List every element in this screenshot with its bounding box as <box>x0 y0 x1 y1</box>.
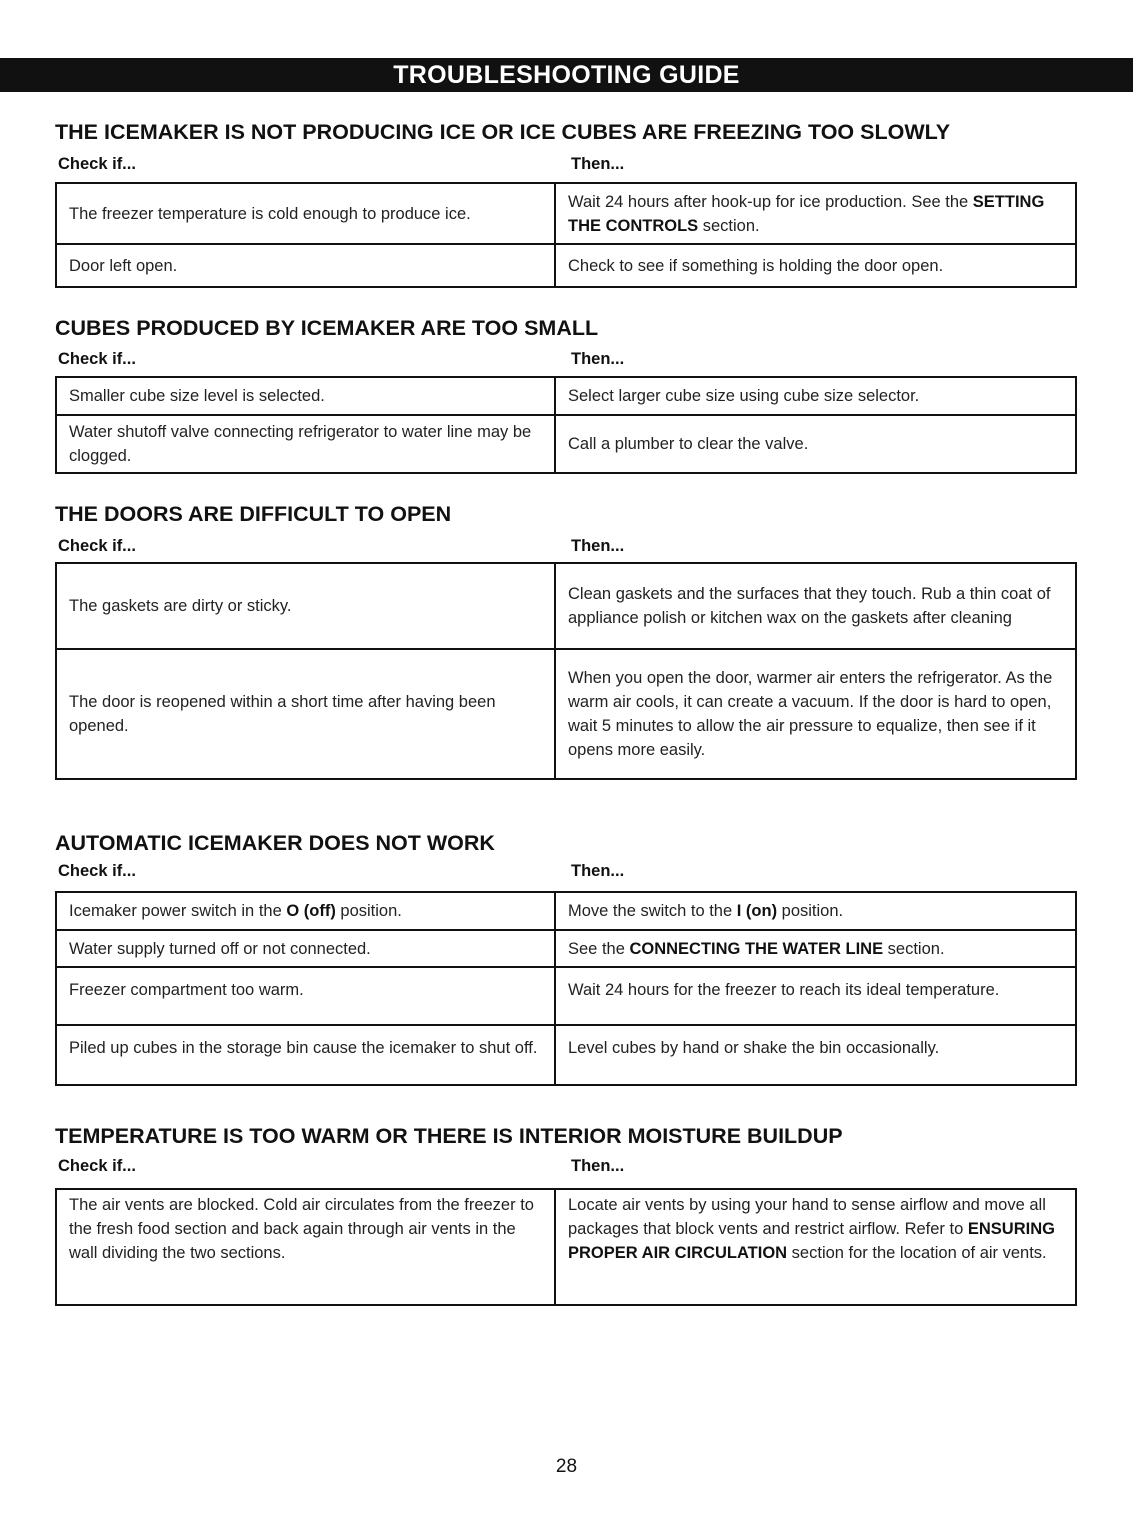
section-title: CUBES PRODUCED BY ICEMAKER ARE TOO SMALL <box>55 316 599 340</box>
then-text: section for the location of air vents. <box>787 1244 1047 1262</box>
section-title: TEMPERATURE IS TOO WARM OR THERE IS INTERIOR MOISTURE BUILDUP <box>55 1124 843 1148</box>
then-cell: Check to see if something is holding the door open. <box>555 244 1076 287</box>
check-if-header: Check if... <box>58 537 136 555</box>
section-reference: ENSURING PROPER AIR CIRCULATION <box>568 1220 1055 1262</box>
check-if-header: Check if... <box>58 350 136 368</box>
then-header: Then... <box>571 1157 625 1175</box>
then-cell: Select larger cube size using cube size selector. <box>555 377 1076 415</box>
table-row <box>56 563 1076 649</box>
check-cell: The air vents are blocked. Cold air circulates from the freezer to the fresh food section and back again through air vents in the wall dividing the two sections. <box>56 1189 555 1305</box>
then-cell <box>555 892 1076 930</box>
then-text: Move the switch to the <box>568 902 737 920</box>
table-row <box>56 649 1076 779</box>
then-text: section. <box>698 216 760 235</box>
then-cell: Wait 24 hours for the freezer to reach its ideal temperature. <box>555 967 1076 1025</box>
check-text: position. <box>335 902 402 920</box>
table-row <box>56 415 1076 473</box>
then-text: Locate air vents by using your hand to sense airflow and move all packages that block vents and restrict airflow. Refer to <box>568 1196 1046 1238</box>
check-cell: The freezer temperature is cold enough to produce ice. <box>56 183 555 244</box>
check-cell: Piled up cubes in the storage bin cause the icemaker to shut off. <box>56 1025 555 1085</box>
check-cell: The door is reopened within a short time after having been opened. <box>56 649 555 779</box>
section-reference: SETTING THE CONTROLS <box>568 192 1045 235</box>
switch-position: O (off) <box>286 902 336 920</box>
then-text: Wait 24 hours after hook-up for ice production. See the <box>568 192 973 211</box>
then-cell <box>555 1189 1076 1305</box>
section-title: AUTOMATIC ICEMAKER DOES NOT WORK <box>55 831 495 855</box>
table-row <box>56 377 1076 415</box>
then-header: Then... <box>571 537 625 555</box>
table-row <box>56 930 1076 967</box>
check-text: Icemaker power switch in the <box>69 902 287 920</box>
troubleshooting-table <box>55 891 1077 1086</box>
switch-position: I (on) <box>736 902 778 920</box>
check-if-header: Check if... <box>58 1157 136 1175</box>
check-cell: Smaller cube size level is selected. <box>56 377 555 415</box>
troubleshooting-table <box>55 562 1077 780</box>
then-cell <box>555 183 1076 244</box>
check-cell: Water supply turned off or not connected. <box>56 930 555 967</box>
table-row <box>56 892 1076 930</box>
table-row <box>56 244 1076 287</box>
check-if-header: Check if... <box>58 862 136 880</box>
table-row <box>56 1189 1076 1305</box>
then-cell: Clean gaskets and the surfaces that they touch. Rub a thin coat of appliance polish or kitchen wax on the gaskets after cleaning <box>555 563 1076 649</box>
table-row <box>56 967 1076 1025</box>
troubleshooting-table <box>55 1188 1077 1306</box>
section-title: THE ICEMAKER IS NOT PRODUCING ICE OR ICE CUBES ARE FREEZING TOO SLOWLY <box>55 120 951 144</box>
check-cell: Freezer compartment too warm. <box>56 967 555 1025</box>
then-header: Then... <box>571 350 625 368</box>
then-text: section. <box>883 939 945 958</box>
table-row <box>56 1025 1076 1085</box>
troubleshooting-table <box>55 182 1077 288</box>
then-cell: Call a plumber to clear the valve. <box>555 415 1076 473</box>
check-cell <box>56 892 555 930</box>
troubleshooting-table <box>55 376 1077 474</box>
check-cell: Water shutoff valve connecting refrigerator to water line may be clogged. <box>56 415 555 473</box>
then-header: Then... <box>571 862 625 880</box>
check-cell: The gaskets are dirty or sticky. <box>56 563 555 649</box>
check-cell: Door left open. <box>56 244 555 287</box>
page-banner: TROUBLESHOOTING GUIDE <box>0 58 1133 92</box>
then-text: position. <box>777 902 844 920</box>
then-cell: When you open the door, warmer air enters the refrigerator. As the warm air cools, it can create a vacuum. If the door is hard to open, wait 5 minutes to allow the air pressure to equalize, then see if it opens more easily. <box>555 649 1076 779</box>
check-if-header: Check if... <box>58 155 136 173</box>
section-title: THE DOORS ARE DIFFICULT TO OPEN <box>55 502 452 526</box>
then-header: Then... <box>571 155 625 173</box>
then-cell: Level cubes by hand or shake the bin occasionally. <box>555 1025 1076 1085</box>
then-text: See the <box>568 939 630 958</box>
page-number: 28 <box>555 1456 578 1477</box>
then-cell <box>555 930 1076 967</box>
table-row <box>56 183 1076 244</box>
section-reference: CONNECTING THE WATER LINE <box>629 939 884 958</box>
